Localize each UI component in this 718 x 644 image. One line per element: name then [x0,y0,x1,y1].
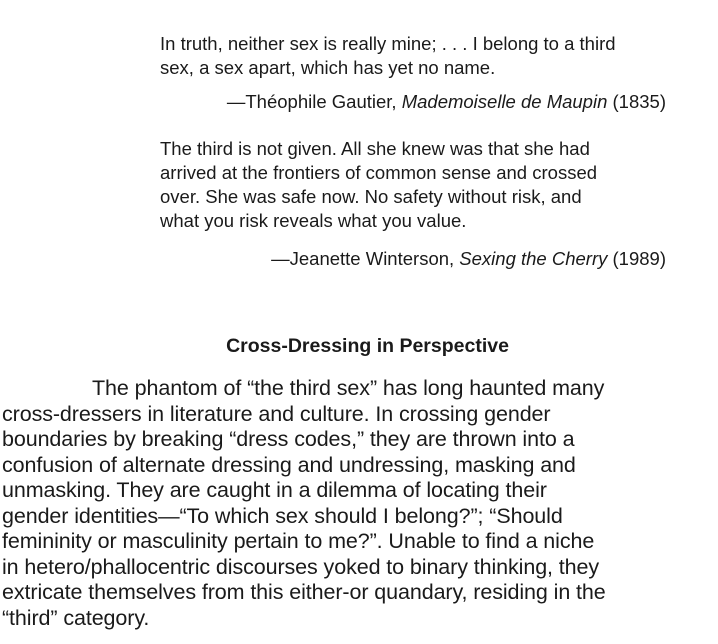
paragraph-line: gender identities—“To which sex should I belong?”; “Should [2,503,563,528]
paragraph-line: cross-dressers in literature and culture. In crossing gender [2,401,551,426]
epigraph-winterson [160,137,680,271]
epigraph-attribution [160,90,680,114]
section-heading: Cross-Dressing in Perspective [226,335,509,357]
epigraph-gautier [160,32,680,114]
epigraph-quote [160,137,680,233]
epigraph-line: arrived at the frontiers of common sense and crossed [160,162,598,183]
paragraph-line: in hetero/phallocentric discourses yoked to binary thinking, they [2,554,600,579]
epigraph-line: sex, a sex apart, which has yet no name. [160,57,496,78]
paragraph-line: “third” category. [2,605,150,630]
attribution-author: —Jeanette Winterson, [271,248,460,269]
paragraph-line-text: The phantom of “the third sex” has long haunted many [92,376,605,400]
epigraph-quote [160,32,680,80]
paragraph-line: boundaries by breaking “dress codes,” they are thrown into a [2,427,575,451]
paragraph-line: confusion of alternate dressing and undressing, masking and [2,452,576,477]
attribution-work-title: Sexing the Cherry [459,248,608,269]
attribution-year: (1989) [607,248,666,269]
epigraph-line: what you risk reveals what you value. [160,210,467,231]
attribution-year: (1835) [607,91,666,112]
paragraph-line: extricate themselves from this either-or quandary, residing in the [2,580,606,604]
attribution-work-title: Mademoiselle de Maupin [401,91,608,112]
epigraph-attribution [160,247,680,271]
paragraph-line: femininity or masculinity pertain to me?”. Unable to find a niche [2,529,595,553]
attribution-author: —Théophile Gautier, [226,91,402,112]
epigraph-line: over. She was safe now. No safety without risk, and [160,186,582,207]
paragraph-line [2,376,714,402]
epigraph-line: In truth, neither sex is really mine; . . . I belong to a third [160,33,616,54]
body-paragraph [2,376,714,631]
paragraph-line: unmasking. They are caught in a dilemma of locating their [2,478,547,502]
epigraph-line: The third is not given. All she knew was that she had [160,138,590,159]
